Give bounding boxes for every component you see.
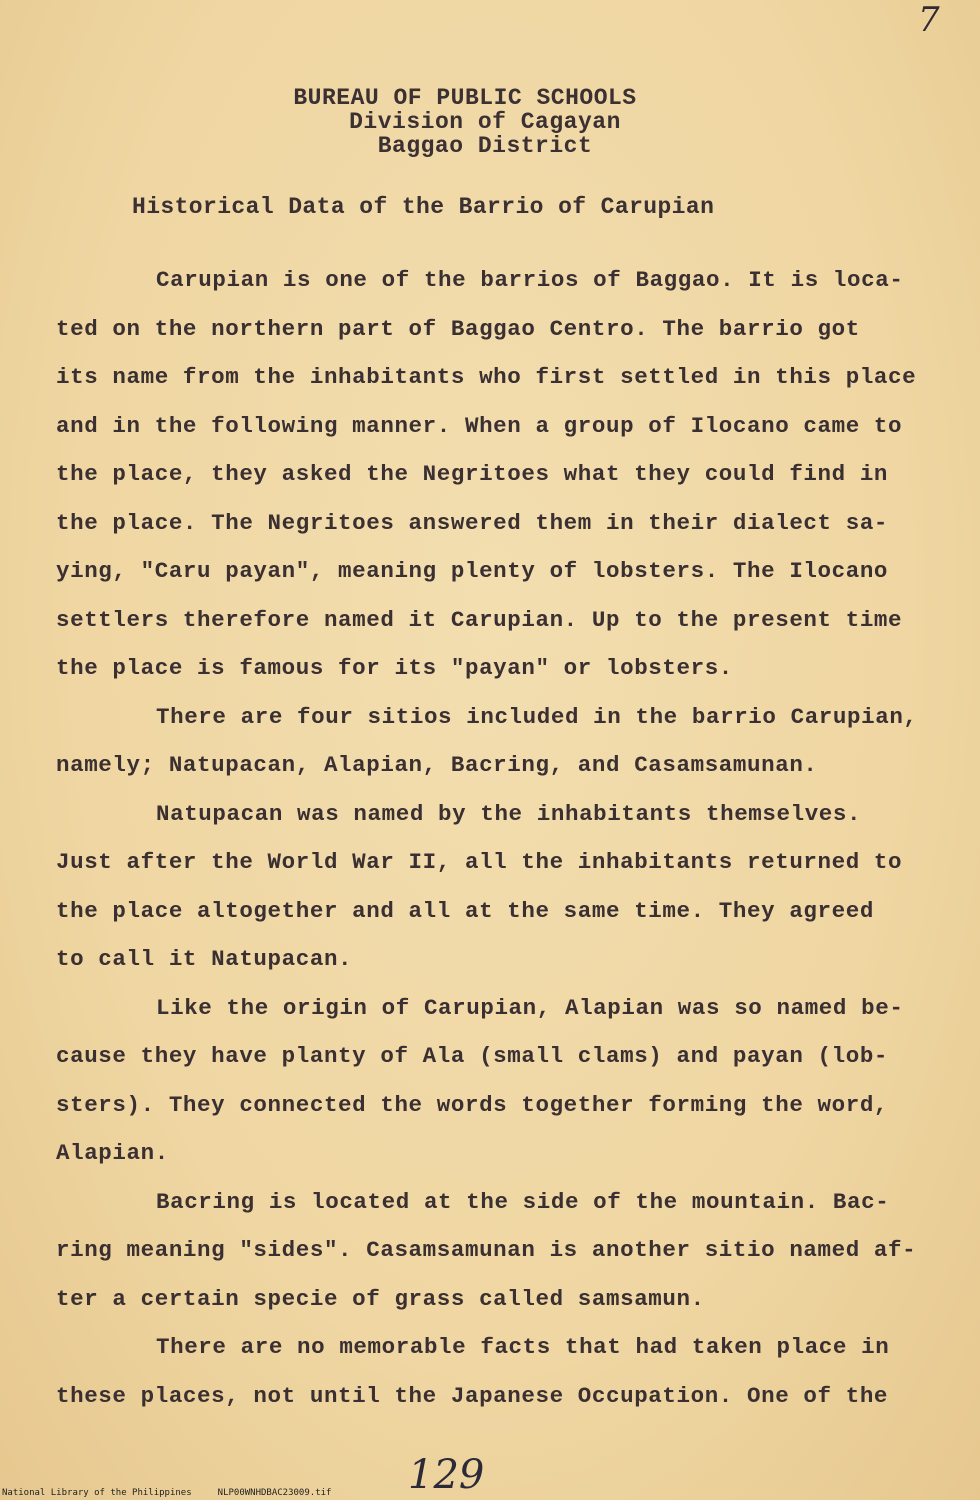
scan-footer (2, 1488, 357, 1498)
header-division: Division of Cagayan (349, 109, 621, 135)
text-line: ted on the northern part of Baggao Centro. The barrio got (56, 315, 860, 342)
text-line: Carupian is one of the barrios of Baggao. It is loca- (156, 267, 904, 293)
text-line: the place is famous for its "payan" or lobsters. (56, 655, 733, 681)
footer-filename: NLP00WNHDBAC23009.tif (217, 1488, 332, 1498)
text-line: Just after the World War II, all the inhabitants returned to (56, 849, 903, 875)
text-line: Like the origin of Carupian, Alapian was so named be- (156, 994, 904, 1021)
text-line: to call it Natupacan. (56, 946, 353, 972)
text-line: ying, "Caru payan", meaning plenty of lobsters. The Ilocano (56, 558, 889, 584)
text-line: There are no memorable facts that had taken place in (156, 1334, 890, 1360)
body-text (56, 262, 946, 1426)
handwritten-page-number: 129 (408, 1452, 485, 1498)
text-line: ter a certain specie of grass called samsamun. (56, 1285, 705, 1312)
footer-library: National Library of the Philippines (2, 1488, 192, 1498)
page-corner-mark: 7 (918, 0, 940, 40)
text-line: namely; Natupacan, Alapian, Bacring, and Casamsamunan. (56, 752, 818, 778)
text-line: and in the following manner. When a group of Ilocano came to (56, 412, 903, 439)
text-line: Alapian. (56, 1140, 169, 1166)
text-line: sters). They connected the words together forming the word, (56, 1091, 889, 1118)
text-line: ring meaning "sides". Casamsamunan is another sitio named af- (56, 1237, 917, 1263)
text-line: the place altogether and all at the same time. They agreed (56, 897, 874, 924)
text-line: the place. The Negritoes answered them in their dialect sa- (56, 509, 889, 536)
text-line: cause they have planty of Ala (small clams) and payan (lob- (56, 1043, 889, 1069)
text-line: its name from the inhabitants who first settled in this place (56, 364, 917, 390)
document-title: Historical Data of the Barrio of Carupian (132, 194, 715, 220)
text-line: these places, not until the Japanese Occupation. One of the (56, 1382, 889, 1409)
header-bureau: BUREAU OF PUBLIC SCHOOLS (293, 85, 637, 111)
text-line: Natupacan was named by the inhabitants themselves. (156, 800, 862, 827)
text-line: Bacring is located at the side of the mountain. Bac- (156, 1188, 890, 1215)
text-line: settlers therefore named it Carupian. Up to the present time (56, 606, 903, 633)
text-line: There are four sitios included in the barrio Carupian, (156, 703, 918, 730)
header-district: Baggao District (377, 133, 593, 159)
text-line: the place, they asked the Negritoes what they could find in (56, 461, 889, 487)
document-header (0, 86, 980, 158)
